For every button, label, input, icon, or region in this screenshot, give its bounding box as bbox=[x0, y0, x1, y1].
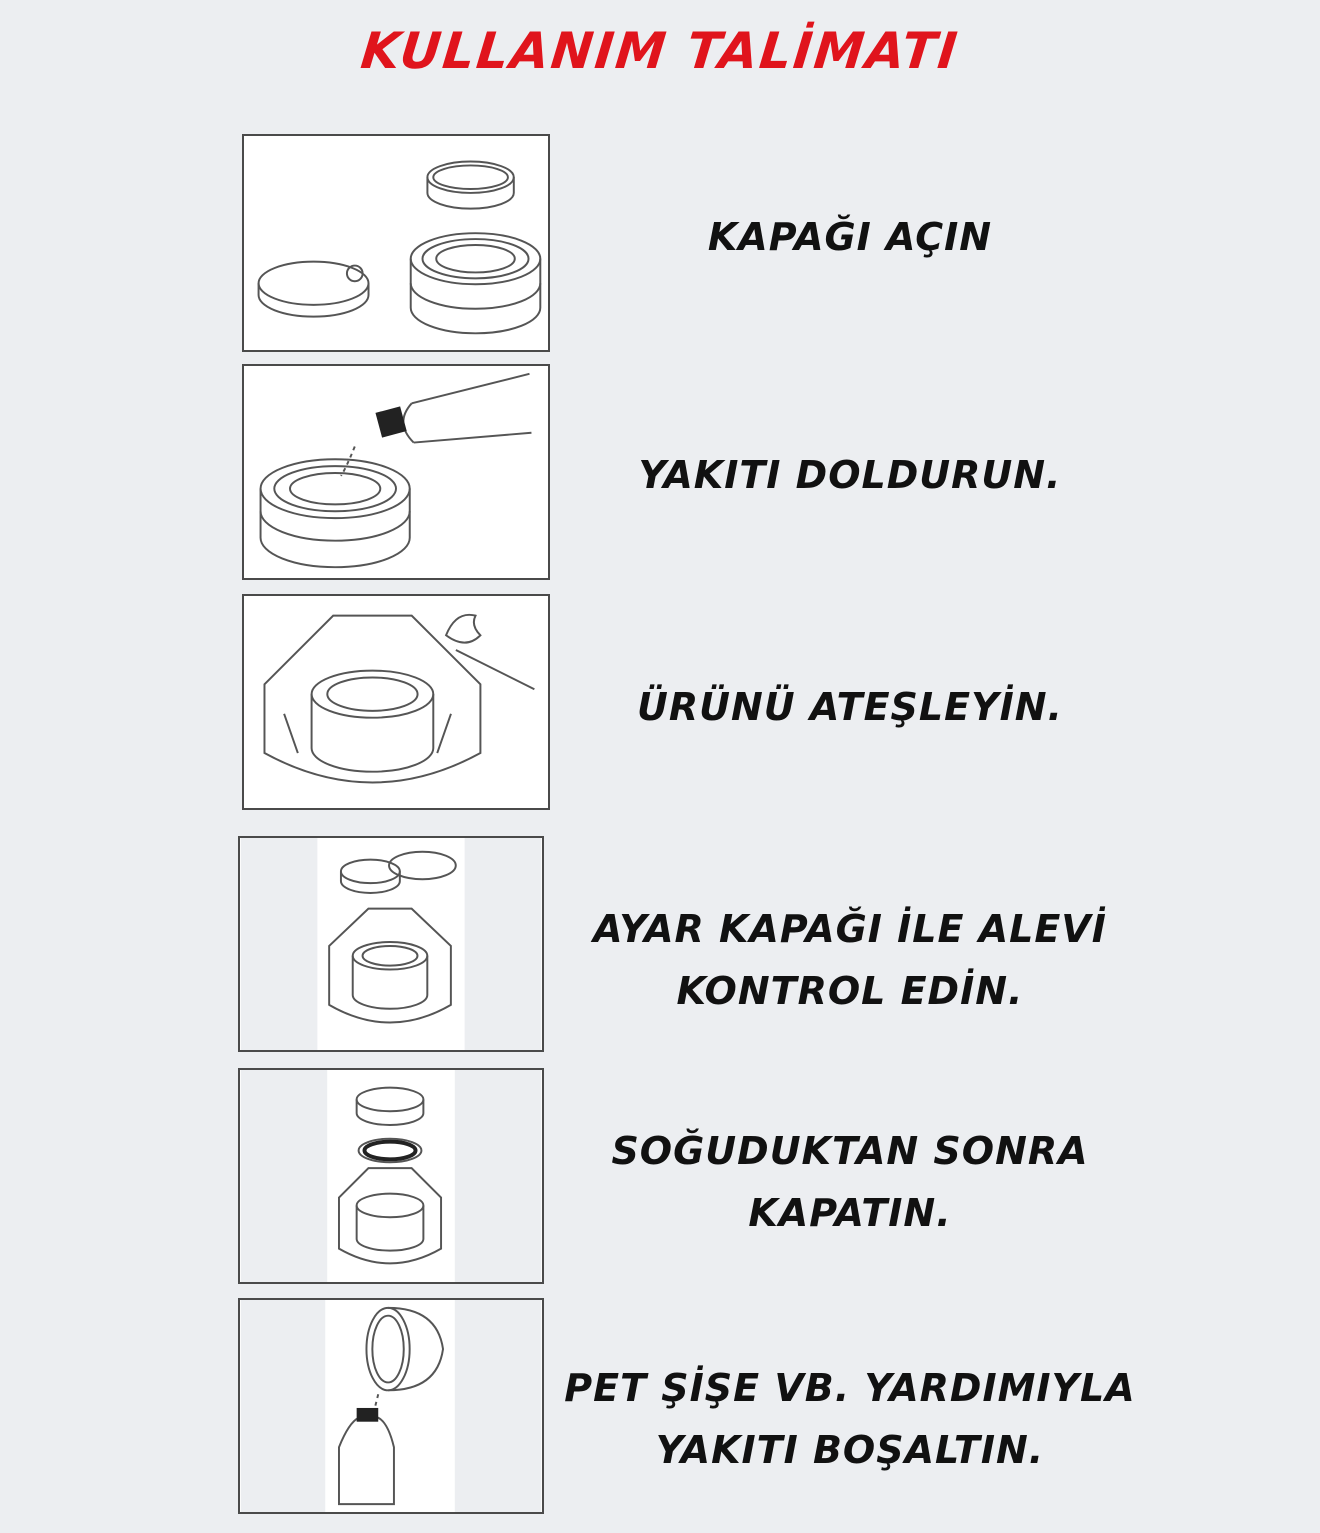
stove-open-lid-icon bbox=[244, 136, 548, 350]
step-2-text: YAKITI DOLDURUN. bbox=[638, 453, 1062, 497]
step-3-text: ÜRÜNÜ ATEŞLEYİN. bbox=[637, 685, 1063, 729]
step-6-text: PET ŞİŞE VB. YARDIMIYLA YAKITI BOŞALTIN. bbox=[564, 1366, 1136, 1472]
ignite-match-icon bbox=[244, 596, 548, 808]
step-1-image bbox=[242, 134, 550, 352]
empty-fuel-bottle-icon bbox=[240, 1300, 542, 1512]
step-6-image bbox=[238, 1298, 544, 1514]
page-title: KULLANIM TALİMATI bbox=[358, 22, 962, 80]
step-5-text: SOĞUDUKTAN SONRA KAPATIN. bbox=[611, 1129, 1089, 1235]
step-5-image bbox=[238, 1068, 544, 1284]
close-after-cooling-icon bbox=[240, 1070, 542, 1282]
step-2-image bbox=[242, 364, 550, 580]
step-3-image bbox=[242, 594, 550, 810]
step-1-text: KAPAĞI AÇIN bbox=[707, 215, 993, 259]
flame-control-lid-icon bbox=[240, 838, 542, 1050]
fill-fuel-bottle-icon bbox=[244, 366, 548, 578]
step-4-text: AYAR KAPAĞI İLE ALEVİ KONTROL EDİN. bbox=[593, 907, 1107, 1013]
step-4-image bbox=[238, 836, 544, 1052]
